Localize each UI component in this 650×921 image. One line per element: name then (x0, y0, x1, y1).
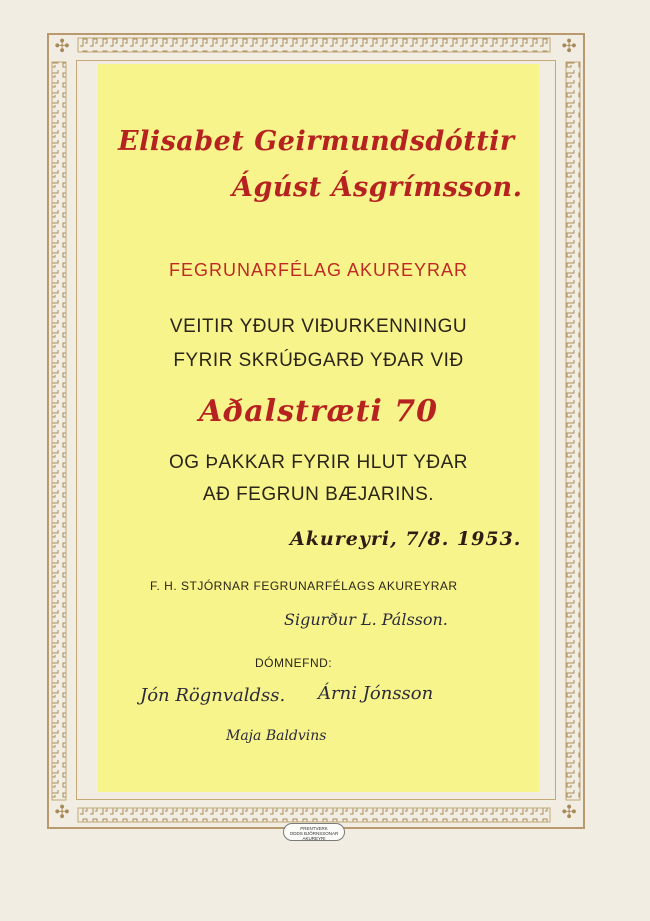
board-signature: Sigurður L. Pálsson. (284, 610, 448, 629)
ornament-corner-icon: ✣ (561, 802, 577, 823)
ornament-corner-icon: ✣ (54, 802, 70, 823)
recipient-name-1: Elisabet Geirmundsdóttir (118, 126, 515, 157)
street-address: Aðalstræti 70 (198, 394, 439, 429)
award-line-4: AÐ FEGRUN BÆJARINS. (202, 484, 435, 505)
printer-mark-line-3: AKUREYRI (302, 836, 326, 841)
board-label: F. H. STJÓRNAR FEGRUNARFÉLAGS AKUREYRAR (150, 579, 458, 593)
printer-mark (283, 823, 345, 841)
jury-label: DÓMNEFND: (255, 656, 333, 670)
jury-signature-2: Árni Jónsson (318, 683, 434, 704)
printer-mark-line-1: PRENTVERK (300, 826, 328, 831)
award-line-3: OG ÞAKKAR FYRIR HLUT YÐAR (169, 452, 468, 473)
organization-name: FEGRUNARFÉLAG AKUREYRAR (168, 260, 469, 280)
award-line-2: FYRIR SKRÚÐGARÐ YÐAR VIÐ (173, 350, 464, 371)
award-line-1: VEITIR YÐUR VIÐURKENNINGU (169, 316, 468, 337)
ornament-corner-icon: ✣ (561, 36, 577, 57)
recipient-name-2: Ágúst Ásgrímsson. (232, 172, 523, 203)
place-date: Akureyri, 7/8. 1953. (290, 528, 522, 550)
ornament-corner-icon: ✣ (54, 36, 70, 57)
printer-mark-line-2: ODDS BJÖRNSSONAR (289, 831, 339, 836)
jury-signature-3: Maja Baldvins (226, 728, 327, 744)
jury-signature-1: Jón Rögnvaldss. (140, 685, 286, 706)
